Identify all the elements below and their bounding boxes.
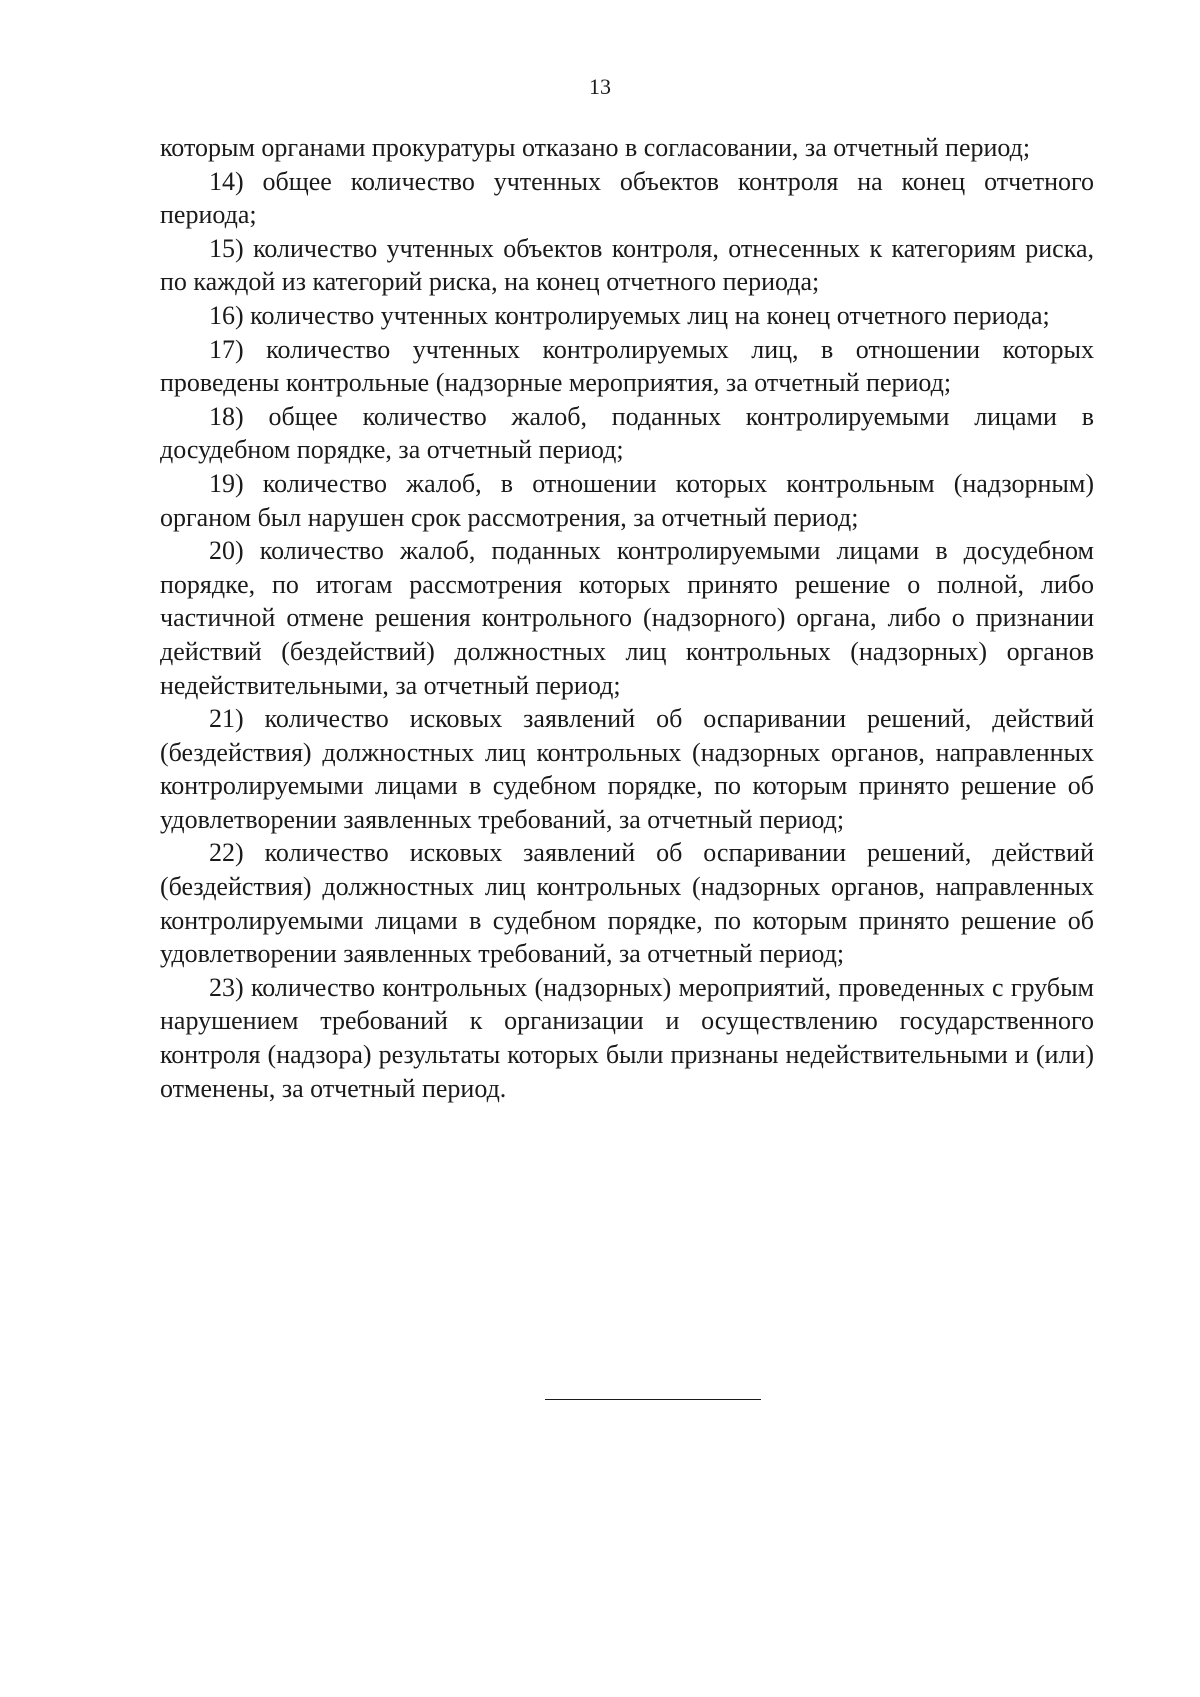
end-of-document-line [545, 1399, 761, 1400]
list-item-21: 21) количество исковых заявлений об оспаривании решений, действий (бездействия) должностных лиц контрольных (надзорных органов, направленных контролируемыми лицами в судебном порядке, по которым принято решение об удовлетворении заявленных требований, за отчетный период; [160, 704, 1094, 834]
document-body [160, 131, 1094, 1105]
list-item-14: 14) общее количество учтенных объектов контроля на конец отчетного периода; [160, 166, 1094, 230]
list-item-23: 23) количество контрольных (надзорных) мероприятий, проведенных с грубым нарушением требований к организации и осуществлению государственного контроля (надзора) результаты которых были признаны недействительными и (или) отменены, за отчетный период. [160, 972, 1094, 1103]
list-item-20: 20) количество жалоб, поданных контролируемыми лицами в досудебном порядке, по итогам рассмотрения которых принято решение о полной, либо частичной отмене решения контрольного (надзорного) органа, либо о признании действий (бездействий) должностных лиц контрольных (надзорных) органов недействительными, за отчетный период; [160, 536, 1094, 700]
paragraph-continuation: которым органами прокуратуры отказано в согласовании, за отчетный период; [160, 133, 1031, 162]
list-item-18: 18) общее количество жалоб, поданных контролируемыми лицами в досудебном порядке, за отчетный период; [160, 401, 1094, 465]
list-item-17: 17) количество учтенных контролируемых лиц, в отношении которых проведены контрольные (надзорные мероприятия, за отчетный период; [160, 334, 1094, 398]
list-item-22: 22) количество исковых заявлений об оспаривании решений, действий (бездействия) должностных лиц контрольных (надзорных органов, направленных контролируемыми лицами в судебном порядке, по которым принято решение об удовлетворении заявленных требований, за отчетный период; [160, 838, 1094, 969]
list-item-15: 15) количество учтенных объектов контроля, отнесенных к категориям риска, по каждой из категорий риска, на конец отчетного периода; [160, 233, 1094, 297]
list-item-19: 19) количество жалоб, в отношении которых контрольным (надзорным) органом был нарушен срок рассмотрения, за отчетный период; [160, 468, 1094, 532]
page-number: 13 [589, 74, 611, 99]
list-item-16: 16) количество учтенных контролируемых лиц на конец отчетного периода; [209, 300, 1050, 330]
